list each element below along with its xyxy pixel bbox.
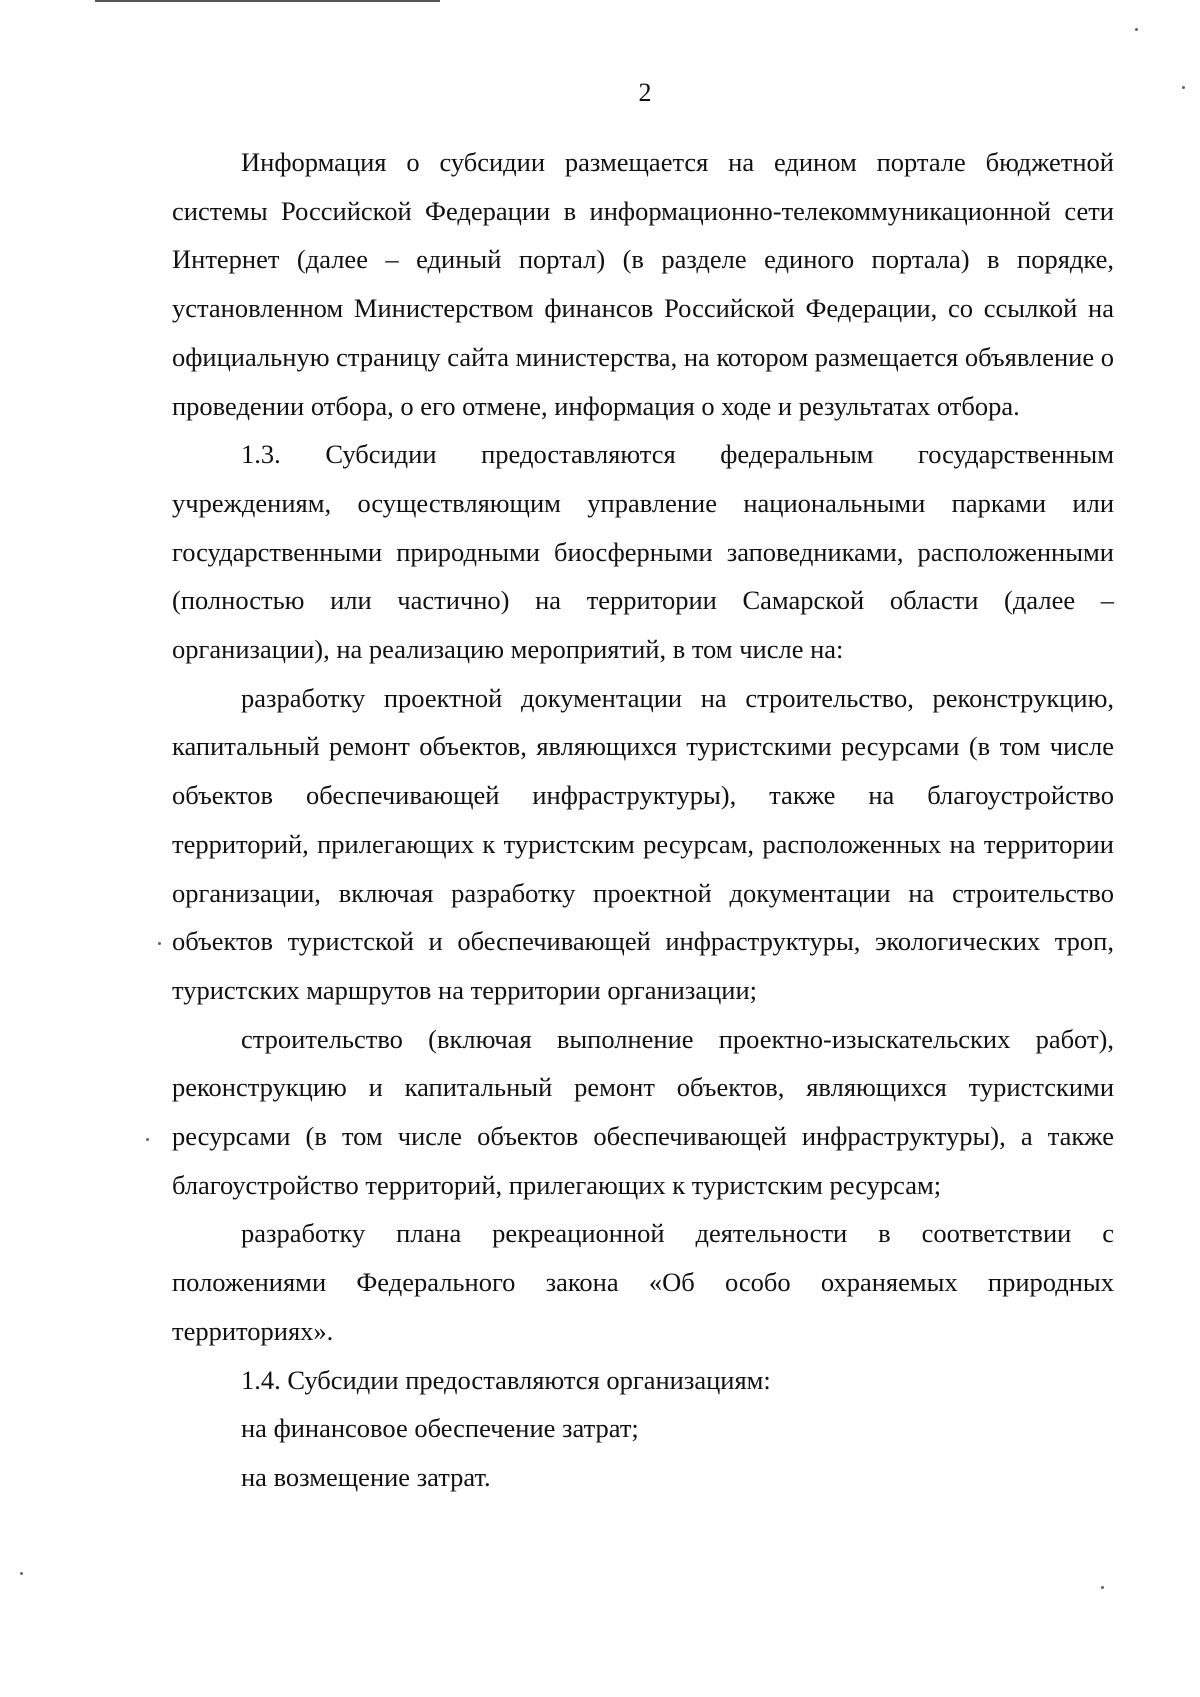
page-number: 2 (638, 78, 652, 107)
paragraph-construction: строительство (включая выполнение проектно-изыскательских работ), реконструкцию и капитальный ремонт объектов, являющихся туристскими ресурсами (в том числе объектов обеспечивающей инфраструктуры), а также благоустройство территорий, прилегающих к туристским ресурсам; (172, 1023, 1114, 1200)
paragraph-cost-reimbursement: на возмещение затрат. (241, 1461, 491, 1492)
scan-edge-line (95, 0, 440, 2)
paragraph-recreation-plan: разработку плана рекреационной деятельности в соответствии с положениями Федерального закона «Об особо охраняемых природных территориях». (172, 1218, 1114, 1346)
paragraph-1-3: 1.3. Субсидии предоставляются федеральным государственным учреждениям, осуществляющим управление национальными парками или государственными природными биосферными заповедниками, расположенными (полностью или частично) на территории Самарской области (далее – организации), на реализацию мероприятий, в том числе на: (172, 439, 1114, 665)
scan-speck (146, 1138, 149, 1141)
document-body (172, 138, 1114, 1502)
scan-speck (158, 942, 161, 945)
paragraph-1-4: 1.4. Субсидии предоставляются организациям: (241, 1364, 771, 1395)
paragraph-design-documentation: разработку проектной документации на строительство, реконструкцию, капитальный ремонт объектов, являющихся туристскими ресурсами (в том числе объектов обеспечивающей инфраструктуры), также на благоустройство территорий, прилегающих к туристским ресурсам, расположенных на территории организации, включая разработку проектной документации на строительство объектов туристской и обеспечивающей инфраструктуры, экологических троп, туристских маршрутов на территории организации; (172, 682, 1114, 1005)
scan-speck (1135, 28, 1138, 31)
scan-speck (20, 1572, 23, 1575)
paragraph-subsidy-information: Информация о субсидии размещается на едином портале бюджетной системы Российской Федерации в информационно-телекоммуникационной сети Интернет (далее – единый портал) (в разделе единого портала) в порядке, установленном Министерством финансов Российской Федерации, со ссылкой на официальную страницу сайта министерства, на котором размещается объявление о проведении отбора, о его отмене, информация о ходе и результатах отбора. (172, 147, 1114, 421)
scan-speck (1182, 86, 1185, 89)
paragraph-financial-support: на финансовое обеспечение затрат; (241, 1413, 639, 1444)
scan-speck (1101, 1586, 1104, 1589)
